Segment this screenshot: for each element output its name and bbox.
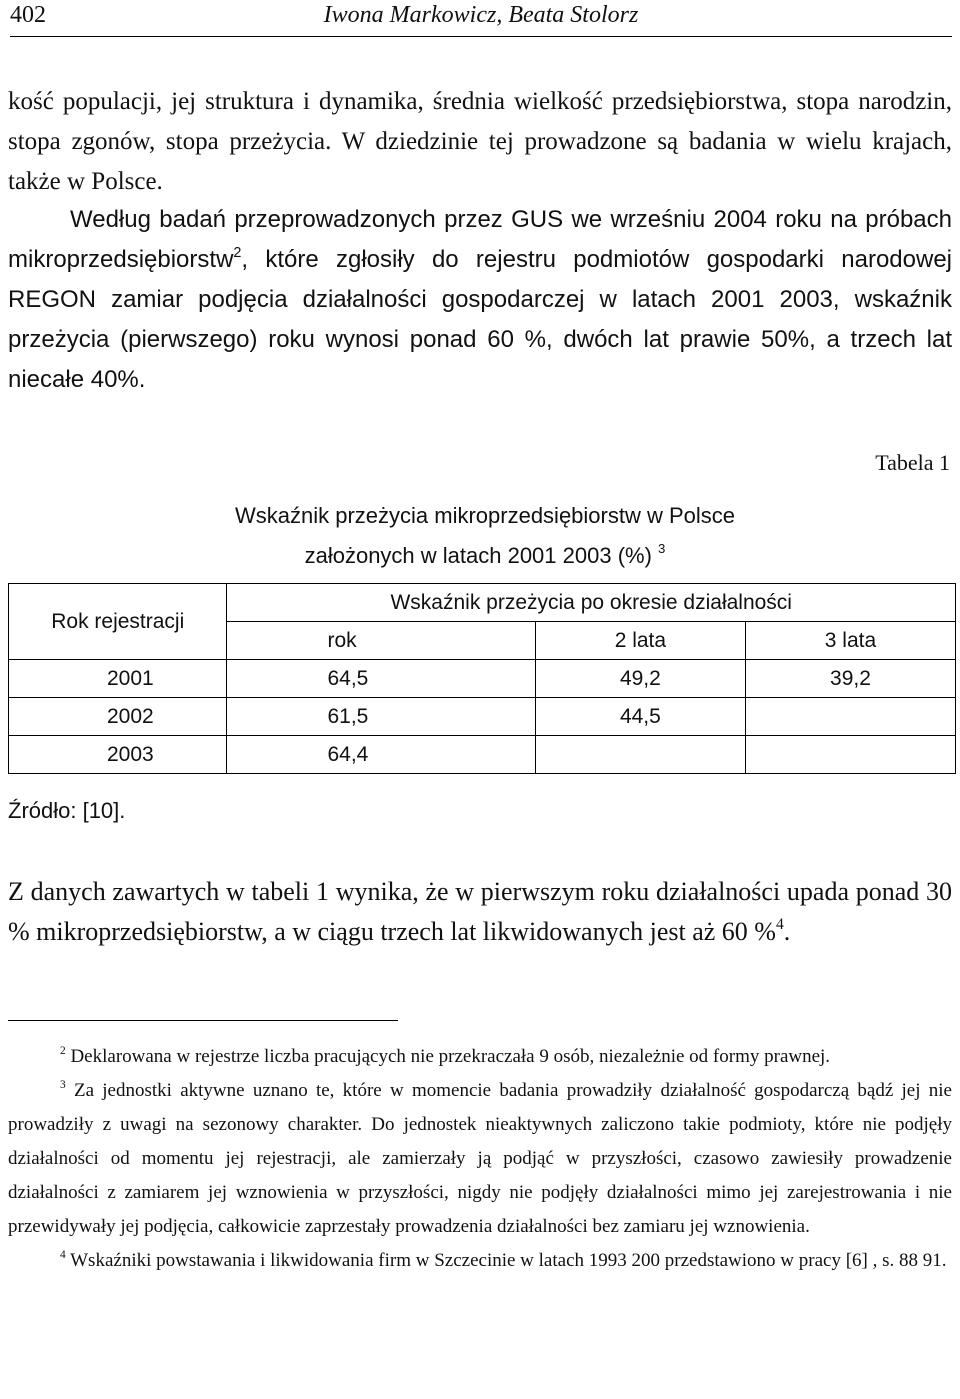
header-registration-year: Rok rejestracji (9, 584, 227, 660)
header-group-survival: Wskaźnik przeżycia po okresie działalności (227, 584, 956, 622)
cell-empty (745, 736, 955, 774)
footnote-divider (8, 1020, 398, 1021)
table-row (9, 736, 956, 774)
footnote-text: Wskaźniki powstawania i likwidowania firm w Szczecinie w latach 1993 200 przedstawiono w pracy [6] , s. 88 91. (70, 1250, 947, 1271)
header-col-3-years: 3 lata (745, 622, 955, 660)
cell-empty (535, 736, 745, 774)
cell-year: 2002 (9, 698, 227, 736)
footnote-3 (8, 1074, 952, 1244)
footnote-ref-3[interactable]: 3 (658, 541, 666, 557)
paragraph-text-end: , które zgłosiły do rejestru podmiotów gospodarki narodowej REGON zamiar podjęcia działalności gospodarczej w latach 2001 2003, wskaźnik przeżycia (pierwszego) roku wynosi ponad 60 %, dwóch lat prawie 50%, a trzech lat niecałe 40%. (8, 246, 952, 393)
header-col-2-years: 2 lata (535, 622, 745, 660)
table-header-row-1 (9, 584, 956, 622)
paragraph-text (8, 872, 952, 952)
table-row (9, 698, 956, 736)
cell-year: 2003 (9, 736, 227, 774)
table-label: Tabela 1 (875, 450, 950, 475)
paragraph-text (8, 200, 952, 400)
paragraph-conclusion (8, 872, 952, 952)
cell-year: 2001 (9, 660, 227, 698)
paragraph-gus-survey (8, 200, 952, 400)
paragraph-text: kość populacji, jej struktura i dynamika, średnia wielkość przedsiębiorstwa, stopa narodzin, stopa zgonów, stopa przeżycia. W dziedzinie tej prowadzone są badania w wielu krajach, także w Polsce. (8, 88, 952, 195)
cell-value: 61,5 (227, 698, 535, 736)
cell-value: 49,2 (535, 660, 745, 698)
table-title-line2-text: założonych w latach 2001 2003 (%) (304, 543, 652, 568)
table-row (9, 660, 956, 698)
survival-rate-table (8, 583, 956, 774)
cell-empty (745, 698, 955, 736)
table-title-line1: Wskaźnik przeżycia mikroprzedsiębiorstw w Polsce (234, 503, 736, 528)
table-title-line2 (150, 536, 820, 576)
footnote-text: Za jednostki aktywne uznano te, które w momencie badania prowadziły działalność gospodarczą bądź jej nie prowadziły z uwagi na sezonowy charakter. Do jednostek nieaktywnych zaliczono takie podmioty, które nie podjęły działalności od momentu jej rejestracji, ale zamierzały ją podjąć w przyszłości, czasowo zawiesiły prowadzenie działalności z zamiarem jej wznowienia w przyszłości, nigdy nie podjęły działalności mimo jej zarejestrowania i nie przewidywały jej podjęcia, całkowicie zaprzestały prowadzenia działalności bez zamiaru jej wznowienia. (8, 1080, 952, 1237)
footnote-number: 4 (60, 1248, 66, 1261)
footnote-text: Deklarowana w rejestrze liczba pracujących nie przekraczała 9 osób, niezależnie od formy prawnej. (70, 1046, 831, 1067)
footnote-2 (8, 1040, 952, 1074)
cell-value: 64,5 (227, 660, 535, 698)
paragraph-text-end: . (783, 917, 791, 946)
page-number: 402 (10, 2, 46, 28)
paragraph-text-start: Według badań przeprowadzonych przez GUS we wrześniu 2004 roku na próbach mikroprzedsiębiorstw (8, 206, 952, 273)
footnotes (8, 1040, 952, 1278)
cell-value: 64,4 (227, 736, 535, 774)
footnote-number: 2 (60, 1044, 66, 1057)
table-source: Źródło: [10]. (8, 798, 126, 823)
table-title (150, 496, 820, 576)
footnote-4 (8, 1244, 952, 1278)
header-col-year: rok (227, 622, 535, 660)
running-head: Iwona Markowicz, Beata Stolorz (323, 2, 639, 28)
cell-value: 44,5 (535, 698, 745, 736)
page-header (10, 0, 952, 37)
paragraph-continuation (8, 82, 952, 202)
footnote-number: 3 (60, 1078, 66, 1091)
footnote-ref-2[interactable]: 2 (233, 244, 242, 261)
footnote-ref-4[interactable]: 4 (775, 915, 784, 933)
cell-value: 39,2 (745, 660, 955, 698)
paragraph-text-main: Z danych zawartych w tabeli 1 wynika, że w pierwszym roku działalności upada ponad 30 % mikroprzedsiębiorstw, a w ciągu trzech lat likwidowanych jest aż 60 % (8, 877, 952, 946)
